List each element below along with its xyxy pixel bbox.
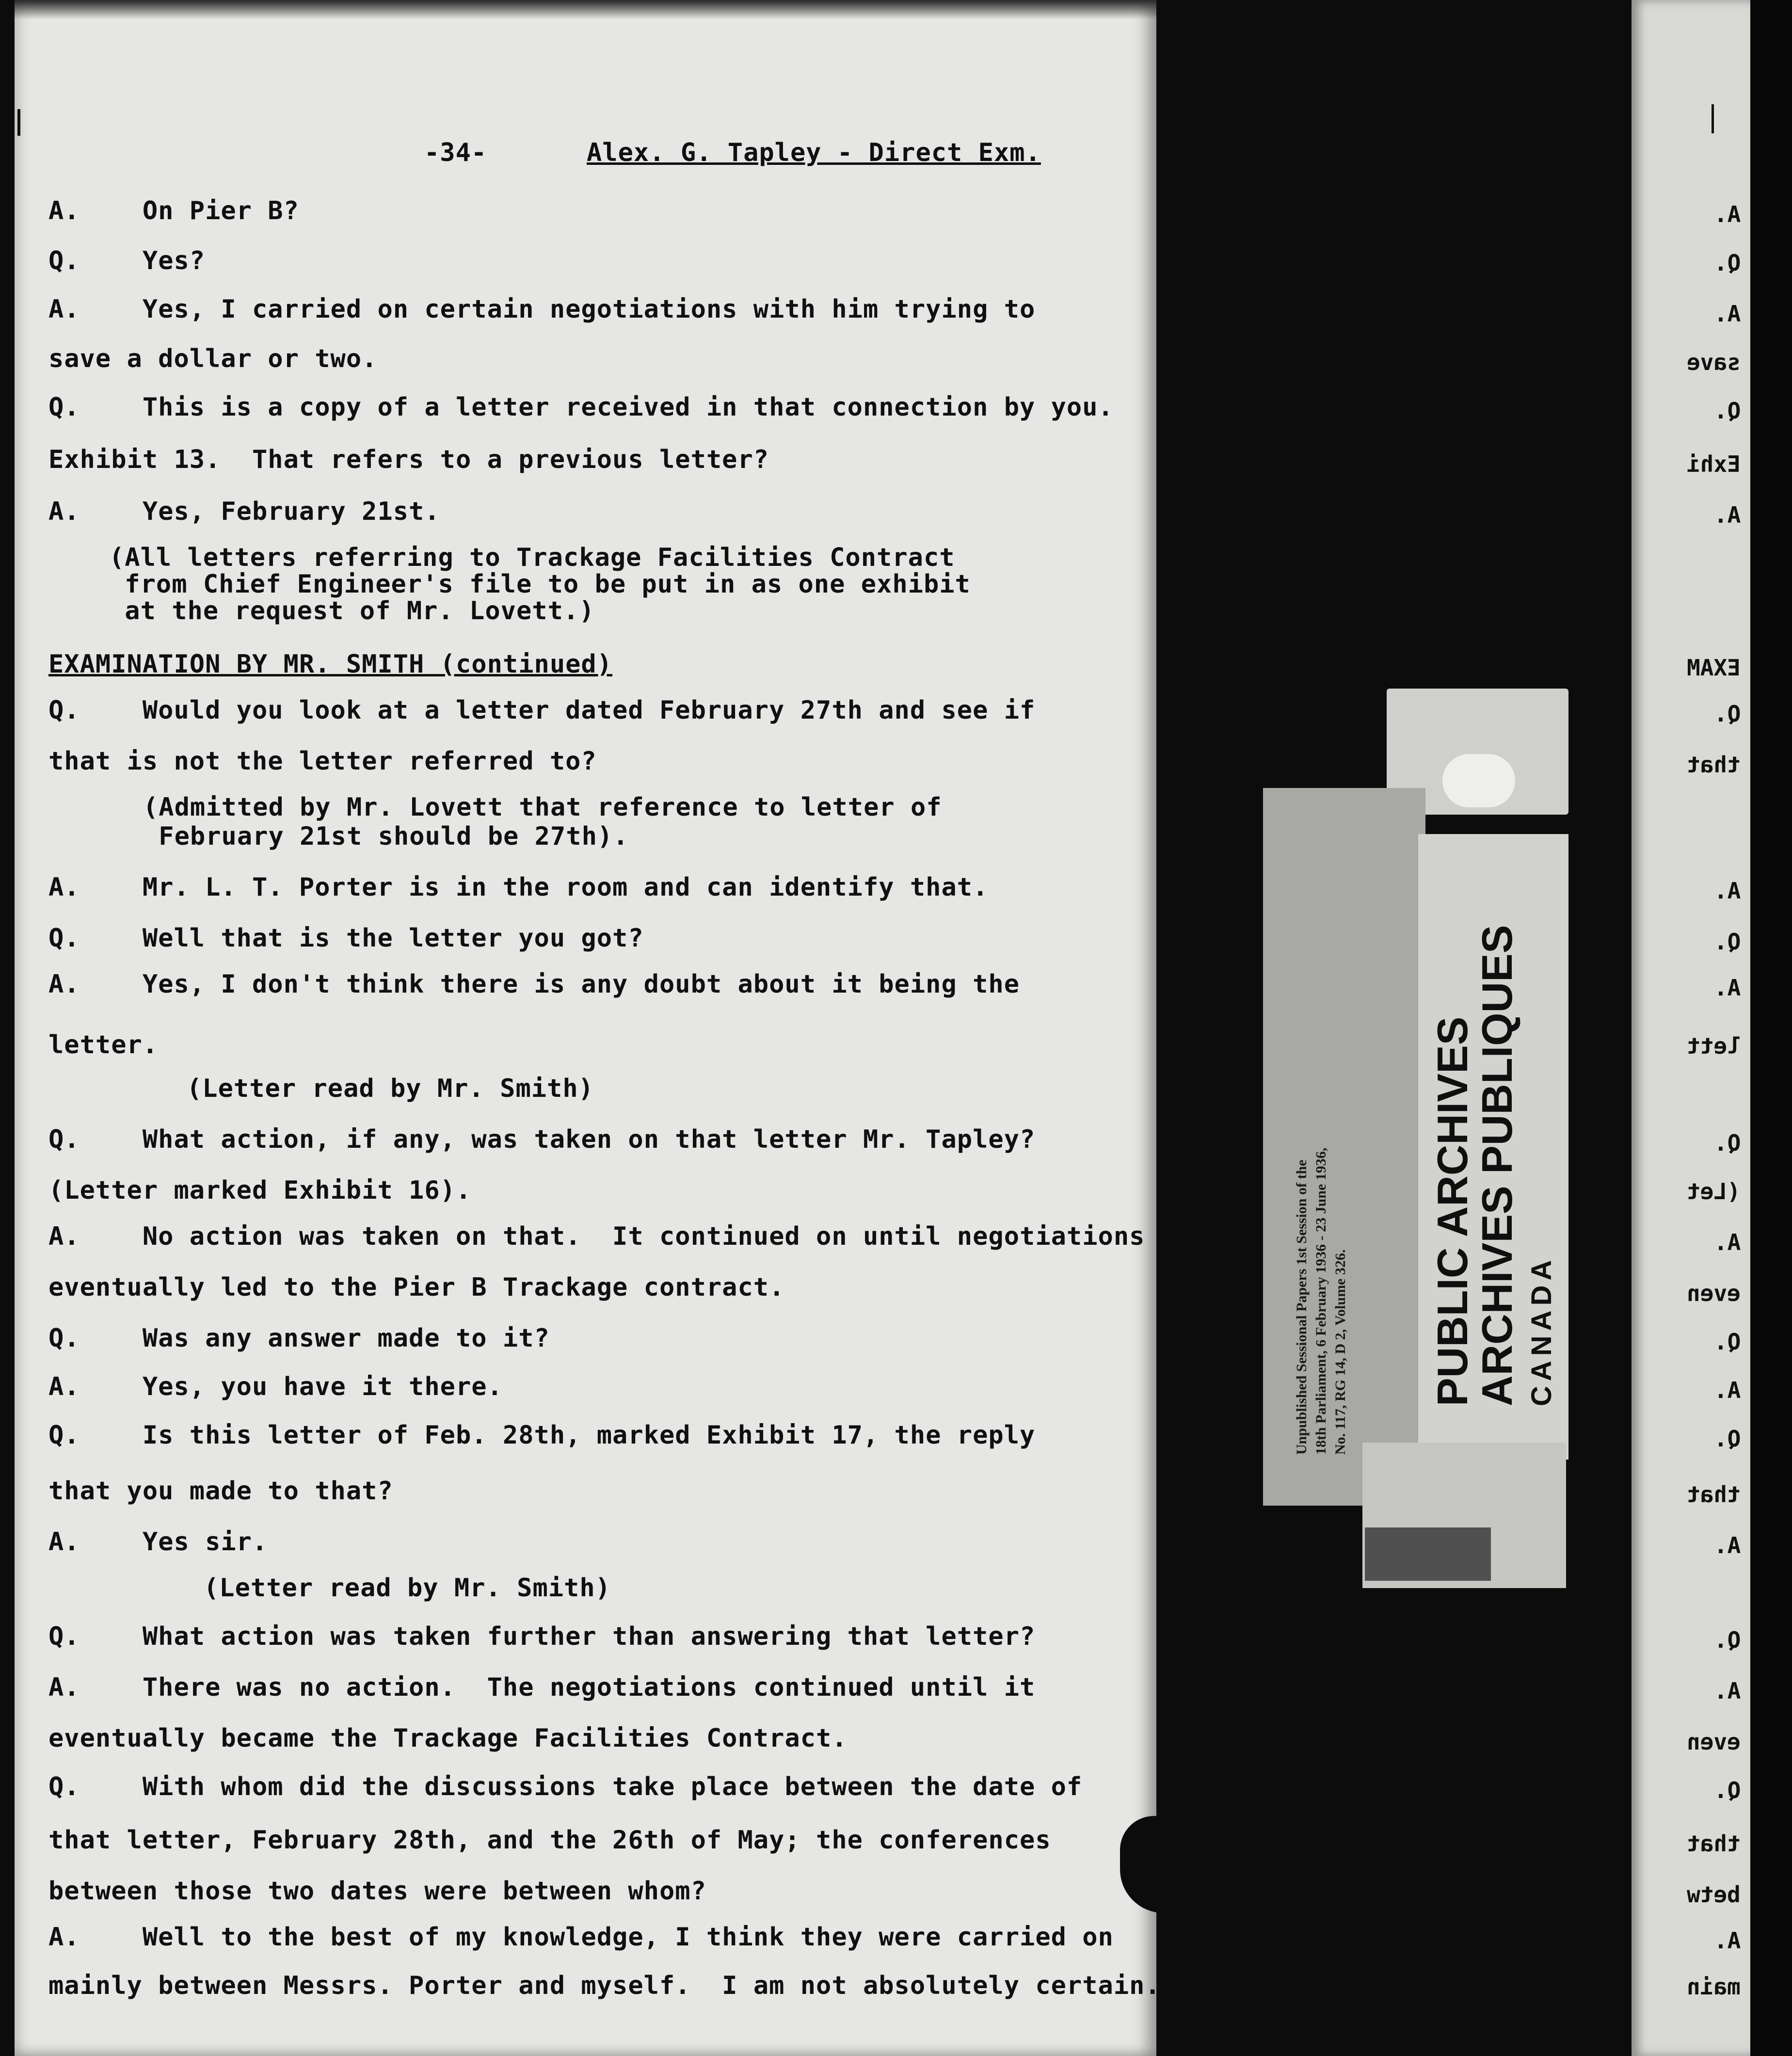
citation-line-3: No. 117, RG 14, D 2, Volume 326. [1332, 1249, 1348, 1455]
archive-english: PUBLIC ARCHIVES [1428, 1016, 1476, 1406]
edge-fragment: A. [1713, 975, 1741, 1001]
archive-country: CANADA [1526, 1255, 1557, 1406]
transcript-line: February 21st should be 27th). [143, 822, 629, 851]
edge-fragment: Q. [1713, 1130, 1741, 1156]
edge-fragment: Exhi [1687, 451, 1741, 477]
archive-citation [1292, 1148, 1350, 1455]
edge-fragment: A. [1713, 301, 1741, 327]
transcript-line: that letter, February 28th, and the 26th of May; the conferences [48, 1826, 1051, 1855]
edge-fragment: (Let [1687, 1178, 1741, 1205]
transcript-line: (Letter read by Mr. Smith) [187, 1074, 594, 1103]
edge-fragment: A. [1713, 878, 1741, 904]
transcript-line: A. Mr. L. T. Porter is in the room and can identify that. [48, 873, 989, 902]
transcript-line: at the request of Mr. Lovett.) [109, 596, 595, 626]
transcript-line: letter. [48, 1030, 159, 1060]
transcript-line: A. There was no action. The negotiations continued until it [48, 1673, 1036, 1702]
edge-fragment: A. [1713, 1928, 1741, 1954]
edge-fragment: EXAM [1687, 655, 1741, 681]
transcript-line: Q. Would you look at a letter dated February 27th and see if [48, 696, 1036, 725]
next-page-edge [1632, 0, 1750, 2056]
transcript-line: A. Yes, I don't think there is any doubt about it being the [48, 970, 1020, 999]
edge-fragment: that [1687, 752, 1741, 778]
transcript-line: save a dollar or two. [48, 344, 378, 373]
label-clip [1442, 754, 1515, 807]
transcript-line: Q. This is a copy of a letter received in that connection by you. [48, 393, 1114, 422]
transcript-line: Q. Well that is the letter you got? [48, 924, 644, 953]
archive-stamp [1430, 925, 1564, 1406]
edge-fragment: lett [1687, 1033, 1741, 1059]
edge-fragment: A. [1713, 1678, 1741, 1704]
transcript-page [15, 0, 1161, 2056]
transcript-line: that is not the letter referred to? [48, 747, 597, 776]
transcript-line: from Chief Engineer's file to be put in as one exhibit [109, 570, 971, 599]
edge-fragment: Q. [1713, 1627, 1741, 1653]
transcript-line: Exhibit 13. That refers to a previous letter? [48, 445, 769, 474]
edge-fragment: A. [1713, 1229, 1741, 1255]
transcript-line: eventually led to the Pier B Trackage contract. [48, 1273, 785, 1302]
transcript-line: mainly between Messrs. Porter and myself. I am not absolutely certain. [48, 1971, 1161, 2000]
transcript-line: A. Yes sir. [48, 1527, 268, 1557]
transcript-line: Q. Is this letter of Feb. 28th, marked Exhibit 17, the reply [48, 1421, 1036, 1450]
transcript-line: eventually became the Trackage Facilities Contract. [48, 1724, 848, 1753]
transcript-line: (Letter marked Exhibit 16). [48, 1176, 472, 1205]
transcript-line: (Admitted by Mr. Lovett that reference to letter of [143, 793, 942, 822]
edge-fragment: even [1687, 1280, 1741, 1306]
page-number: -34- [424, 138, 487, 167]
edge-fragment: Q. [1713, 1777, 1741, 1803]
edge-fragment: A. [1713, 1532, 1741, 1558]
transcript-line: (All letters referring to Trackage Facilities Contract [109, 543, 955, 572]
archive-french: ARCHIVES PUBLIQUES [1473, 925, 1521, 1406]
transcript-line: between those two dates were between whom? [48, 1877, 706, 1906]
transcript-line: Q. Was any answer made to it? [48, 1324, 550, 1353]
citation-line-1: Unpublished Sessional Papers 1st Session of the [1294, 1159, 1310, 1455]
transcript-line: A. No action was taken on that. It continued on until negotiations [48, 1222, 1145, 1251]
edge-fragment: A. [1713, 201, 1741, 227]
edge-fragment: A. [1713, 502, 1741, 528]
edge-fragment: betw [1687, 1881, 1741, 1908]
edge-fragment: Q. [1713, 1329, 1741, 1355]
edge-mark [1712, 104, 1714, 133]
transcript-line: A. On Pier B? [48, 196, 299, 225]
edge-fragment: that [1687, 1831, 1741, 1857]
transcript-line: A. Well to the best of my knowledge, I think they were carried on [48, 1923, 1114, 1952]
edge-fragment: save [1687, 349, 1741, 375]
edge-fragment: Q. [1713, 929, 1741, 955]
margin-mark [17, 109, 20, 136]
transcript-line: (Letter read by Mr. Smith) [204, 1574, 611, 1603]
page-title: Alex. G. Tapley - Direct Exm. [587, 138, 1041, 167]
edge-fragment: Q. [1713, 701, 1741, 727]
transcript-line: Q. What action was taken further than answering that letter? [48, 1622, 1036, 1651]
transcript-line: Q. What action, if any, was taken on that letter Mr. Tapley? [48, 1125, 1036, 1154]
edge-fragment: A. [1713, 1377, 1741, 1403]
edge-fragment: main [1687, 1974, 1741, 2000]
transcript-line: Q. With whom did the discussions take place between the date of [48, 1772, 1083, 1801]
transcript-line: A. Yes, February 21st. [48, 497, 440, 526]
transcript-line: Q. Yes? [48, 246, 206, 275]
transcript-line: A. Yes, you have it there. [48, 1372, 503, 1401]
dark-margin [1750, 0, 1792, 2056]
page-notch [1120, 1816, 1188, 1913]
edge-fragment: Q. [1713, 250, 1741, 276]
label-shadow [1365, 1527, 1491, 1581]
edge-fragment: Q. [1713, 1426, 1741, 1452]
transcript-line: A. Yes, I carried on certain negotiations with him trying to [48, 295, 1036, 324]
edge-fragment: even [1687, 1729, 1741, 1755]
transcript-line: that you made to that? [48, 1477, 393, 1506]
citation-line-2: 18th Parliament, 6 February 1936 - 23 June 1936, [1313, 1147, 1329, 1455]
section-heading: EXAMINATION BY MR. SMITH (continued) [48, 650, 613, 679]
edge-fragment: Q. [1713, 398, 1741, 424]
edge-fragment: that [1687, 1481, 1741, 1508]
